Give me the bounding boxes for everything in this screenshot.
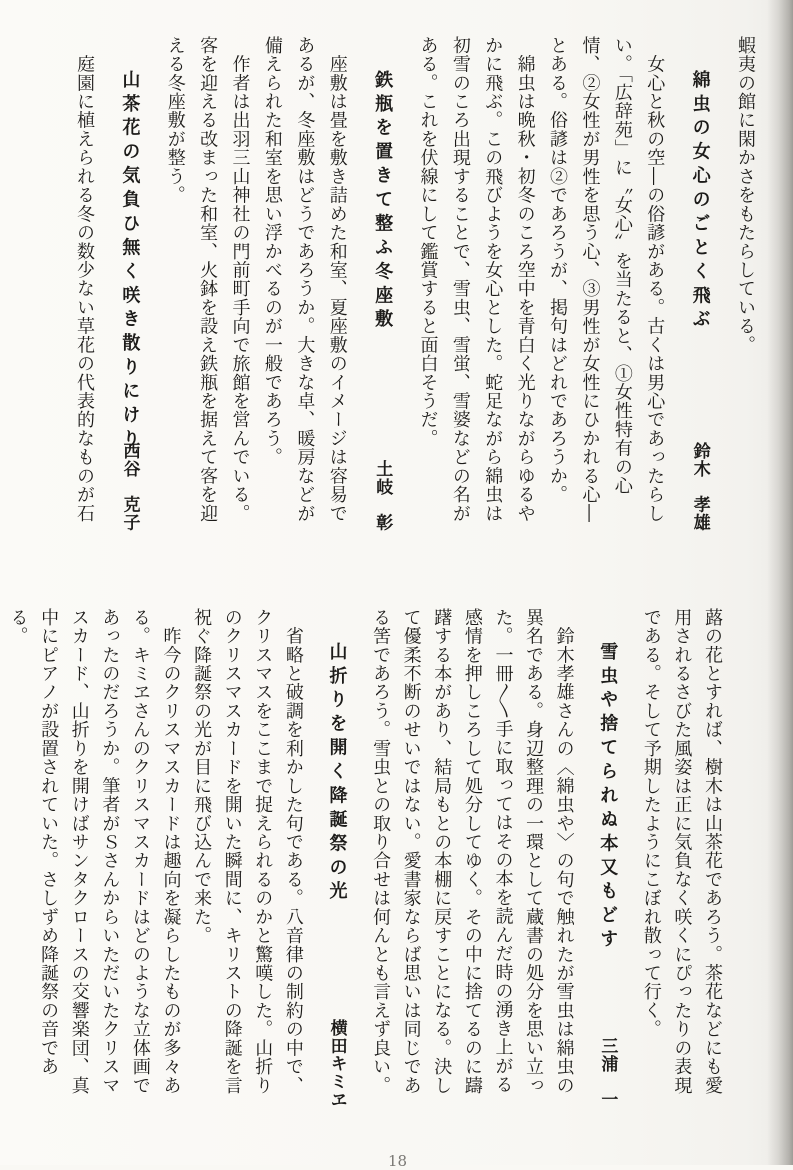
haiku [592,608,623,1108]
paragraph: 綿虫は晩秋・初冬のころ空中を青白く光りながらゆるやかに飛ぶ。この飛びようを女心とした。蛇足ながら綿虫は初雪のころ出現することで、雪虫、雪蛍、雪婆などの名がある。これを伏線にして鑑賞すると面白そうだ。 [417,36,536,523]
paragraph: 座敷は畳を敷き詰めた和室、夏座敷のイメージは容易であるが、冬座敷はどうであろうか。大きな卓、暖房などが備えられた和室を思い浮かべるのが一般であろう。 [261,36,348,523]
paragraph: 蕗の花とすれば、樹木は山茶花であろう。茶花などにも愛用されるさびた風姿は正に気負なく咲くにぴったりの表現である。そして予期したようにこぼれ散って行く。 [640,608,723,1095]
paragraph: 作者は出羽三山神社の門前町手向で旅館を営んでいる。客を迎える改まった和室、火鉢を設え鉄瓶を据えて客を迎える冬座敷が整う。 [164,36,251,523]
haiku-author: 西谷 克子 [119,441,140,531]
haiku-author: 三浦 一 [597,1036,618,1108]
paragraph: 鈴木孝雄さんの〈綿虫や〉の句で触れたが雪虫は綿虫の異名である。身辺整理の一環として蔵書の処分を思い立った。一冊〳〵手に取ってはその本を読んだ時の湧き上がる感情を押しころして処分してゆく。その中に捨てるのに躊躇する本があり、結局もとの本棚に戻すことになる。決して優柔不断のせいではない。愛書家ならば思いは同じである筈であろう。雪虫との取り合せは何んとも言えず良い。 [370,608,575,1095]
haiku-text: 雪虫や捨てられぬ本又もどす [597,642,619,954]
haiku-text: 山折りを開く降誕祭の光 [326,642,348,906]
paragraph: 省略と破調を利かした句である。八音律の制約の中で、クリスマスをここまで捉えられるのかと驚嘆した。山折りのクリスマスカードを開いた瞬間に、キリストの降誕を言祝ぐ降誕祭の光が目に飛び込んで来た。 [191,608,304,1095]
haiku-text: 綿虫の女心のごとく飛ぶ [689,70,711,334]
haiku [683,36,715,531]
haiku-author: 横田キミヱ [326,1018,347,1108]
haiku-text: 山茶花の気負ひ無く咲き散りにけり [119,70,141,454]
haiku-author: 土岐 彰 [372,459,393,531]
haiku-author: 鈴木 孝雄 [689,441,710,531]
text-block-bottom [2,608,727,1108]
haiku [113,36,145,531]
scan-edge-shadow [767,0,793,1165]
page-number: 18 [388,1152,408,1170]
haiku-text: 鉄瓶を置きて整ふ冬座敷 [372,70,394,334]
haiku [321,608,352,1108]
paragraph: 女心と秋の空―の俗諺がある。古くは男心であったらしい。「広辞苑」に〝女心〟を当たると、①女性特有の心情、②女性が男性を思う心、③男性が女性にひかれる心―とある。俗諺は②であろうが、掲句はどれであろうか。 [547,36,666,523]
paragraph: 蝦夷の館に閑かさをもたらしている。 [735,36,756,355]
paragraph: 昨今のクリスマスカードは趣向を凝らしたものが多々ある。キミヱさんのクリスマスカードはどのような立体画であったのだろうか。筆者がＳさんからいただいたクリスマスカード、山折りを開けばサンタクロースの交響楽団、真中にピアノが設置されていた。さしずめ降誕祭の音である。 [7,608,182,1095]
text-block-top [68,36,761,531]
haiku [366,36,398,531]
paragraph: 庭園に植えられる冬の数少ない草花の代表的なものが石 [73,36,95,523]
